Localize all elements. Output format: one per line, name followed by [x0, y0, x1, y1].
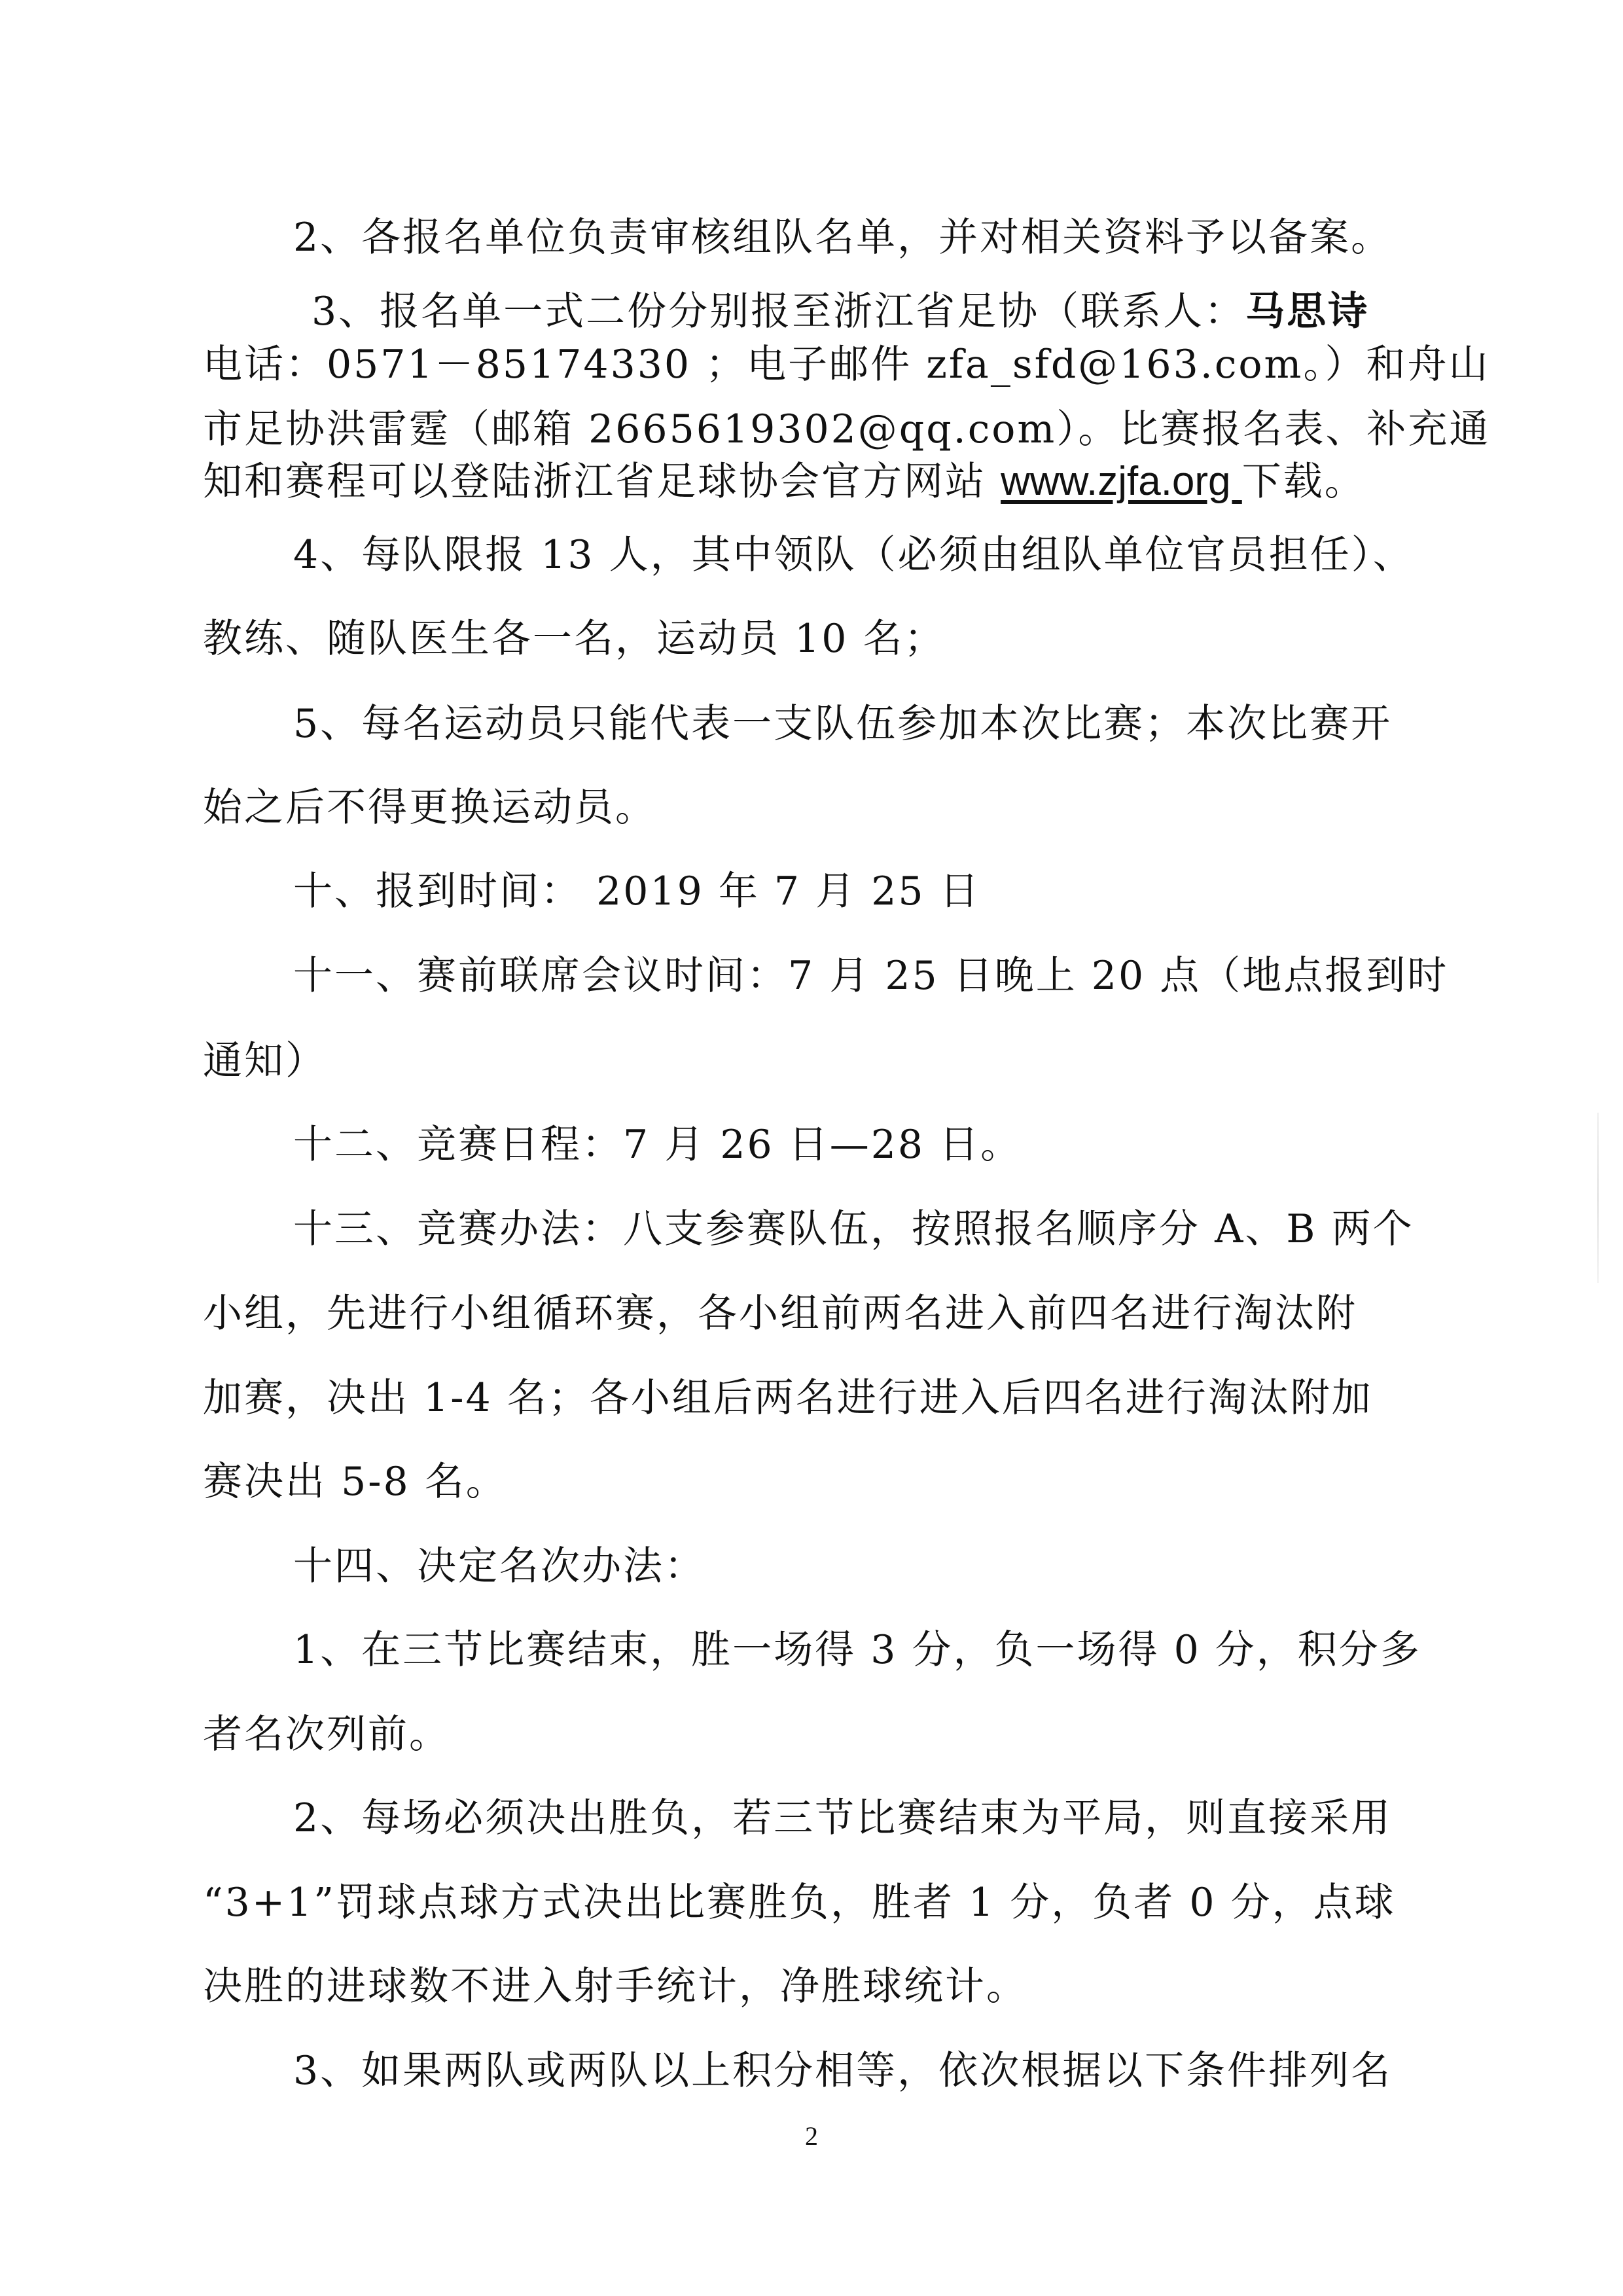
- item-3-registration-line-2: 电话：0571－85174330 ；电子邮件 zfa_sfd@163.com。）和舟山: [203, 342, 1490, 387]
- section-10-check-in-time: 十、报到时间： 2019 年 7 月 25 日: [293, 869, 981, 914]
- item-3-registration-line-3: 市足协洪雷霆（邮箱 2665619302@qq.com）。比赛报名表、补充通: [203, 406, 1491, 452]
- item-5-player-rule-line-2: 始之后不得更换运动员。: [203, 785, 656, 831]
- contact-person-name: 马思诗: [1245, 289, 1370, 334]
- website-link[interactable]: www.zjfa.org: [1001, 459, 1242, 504]
- ranking-rule-2-line-1: 2、每场必须决出胜负，若三节比赛结束为平局，则直接采用: [293, 1795, 1393, 1841]
- section-14-ranking-heading: 十四、决定名次办法：: [293, 1543, 705, 1589]
- item-3-registration-line-4: [203, 458, 1366, 505]
- section-13-format-line-1: 十三、竞赛办法：八支参赛队伍，按照报名顺序分 A、B 两个: [293, 1206, 1414, 1252]
- ranking-rule-3-line-1: 3、如果两队或两队以上积分相等，依次根据以下条件排列名: [293, 2048, 1393, 2094]
- registration-text: 3、报名单一式二份分别报至浙江省足协（联系人：: [312, 289, 1246, 334]
- section-11-meeting-line-2: 通知）: [203, 1038, 327, 1084]
- item-5-player-rule-line-1: 5、每名运动员只能代表一支队伍参加本次比赛；本次比赛开: [293, 701, 1393, 747]
- item-3-registration-line-1: [312, 288, 1369, 335]
- page-number: 2: [805, 2121, 818, 2151]
- ranking-rule-2-line-3: 决胜的进球数不进入射手统计，净胜球统计。: [203, 1964, 1027, 2009]
- scan-artifact: [1597, 1113, 1599, 1283]
- ranking-rule-2-line-2: “3+1”罚球点球方式决出比赛胜负，胜者 1 分，负者 0 分，点球: [203, 1880, 1396, 1926]
- ranking-rule-1-line-2: 者名次列前。: [203, 1712, 450, 1757]
- item-4-team-size-line-1: 4、每队限报 13 人，其中领队（必须由组队单位官员担任）、: [293, 532, 1414, 578]
- download-suffix: 下载。: [1241, 459, 1366, 505]
- section-11-meeting-line-1: 十一、赛前联席会议时间：7 月 25 日晚上 20 点（地点报到时: [293, 953, 1449, 999]
- ranking-rule-1-line-1: 1、在三节比赛结束，胜一场得 3 分，负一场得 0 分，积分多: [293, 1627, 1421, 1673]
- item-4-team-size-line-2: 教练、随队医生各一名，运动员 10 名；: [203, 616, 946, 662]
- section-13-format-line-3: 加赛，决出 1-4 名；各小组后两名进行进入后四名进行淘汰附加: [203, 1375, 1373, 1421]
- section-13-format-line-4: 赛决出 5-8 名。: [203, 1459, 507, 1505]
- download-text: 知和赛程可以登陆浙江省足球协会官方网站: [203, 459, 1001, 505]
- section-12-schedule: 十二、竞赛日程：7 月 26 日—28 日。: [293, 1122, 1022, 1168]
- section-13-format-line-2: 小组，先进行小组循环赛，各小组前两名进入前四名进行淘汰附: [203, 1291, 1357, 1336]
- item-2-review-roster: 2、各报名单位负责审核组队名单，并对相关资料予以备案。: [293, 215, 1393, 260]
